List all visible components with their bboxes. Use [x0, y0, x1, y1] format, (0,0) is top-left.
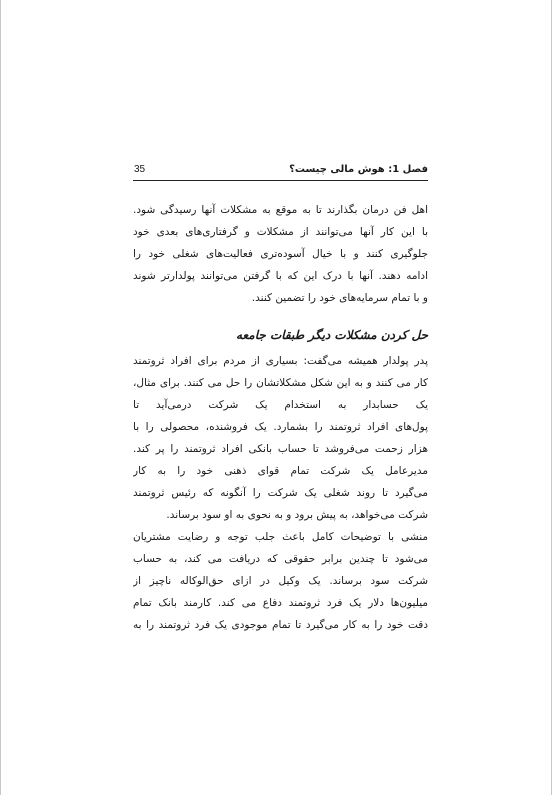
text-line: منشی با توضیحات کامل باعث جلب توجه و رضایت مشتریان — [133, 531, 428, 543]
text-line: اهل فن درمان بگذارند تا به موقع به مشکلات آنها رسیدگی شود. — [133, 204, 428, 216]
page-header — [133, 156, 428, 181]
text-line: می‌گیرد تا روند شغلی یک شرکت را آنگونه که رئیس ثروتمند — [133, 487, 428, 499]
text-line: میلیون‌ها دلار یک فرد ثروتمند دفاع می کند. کارمند بانک تمام — [133, 597, 428, 609]
paragraph-intro — [133, 199, 428, 309]
chapter-title: فصل 1: هوش مالی چیست؟ — [289, 164, 428, 175]
text-line: هزار زحمت می‌فروشد تا حساب بانکی افراد ثروتمند را پر کند. — [133, 443, 428, 455]
text-line: شرکت سود برساند. یک وکیل در ازای حق‌الوکاله ناچیز از — [133, 575, 428, 587]
text-line: جلوگیری کنند و با خیال آسوده‌تری فعالیت‌های شغلی خود را — [133, 248, 428, 260]
text-line: ادامه دهند. آنها با درک این که با گرفتن می‌توانند پولدارتر شوند — [133, 270, 428, 282]
text-line: می‌شود تا چندین برابر حقوقی که دریافت می کند، به حساب — [133, 553, 428, 565]
text-line: پدر پولدار همیشه می‌گفت: بسیاری از مردم برای افراد ثروتمند — [133, 355, 428, 367]
text-line: شرکت می‌خواهد، به پیش برود و به نحوی به او سود برساند. — [166, 509, 428, 521]
text-line: با این کار آنها می‌توانند از مشکلات و گرفتاری‌های بعدی خود — [133, 226, 428, 238]
text-line: دقت خود را به کار می‌گیرد تا تمام موجودی یک فرد ثروتمند را به — [133, 619, 428, 631]
text-line: مدیرعامل یک شرکت تمام قوای ذهنی خود را به کار — [133, 465, 428, 477]
paragraph-section — [133, 350, 428, 636]
text-line: یک حسابدار به استخدام یک شرکت درمی‌آید تا — [133, 399, 428, 411]
text-line: کار می کنند و به این شکل مشکلاتشان را حل می کنند. برای مثال، — [133, 377, 428, 389]
section-heading: حل کردن مشکلات دیگر طبقات جامعه — [236, 328, 428, 342]
text-line: پول‌های افراد ثروتمند را بشمارد. یک فروشنده، محصولی را با — [133, 421, 428, 433]
page-number: 35 — [134, 164, 146, 175]
text-line: و با تمام سرمایه‌های خود را تضمین کنند. — [251, 292, 428, 304]
